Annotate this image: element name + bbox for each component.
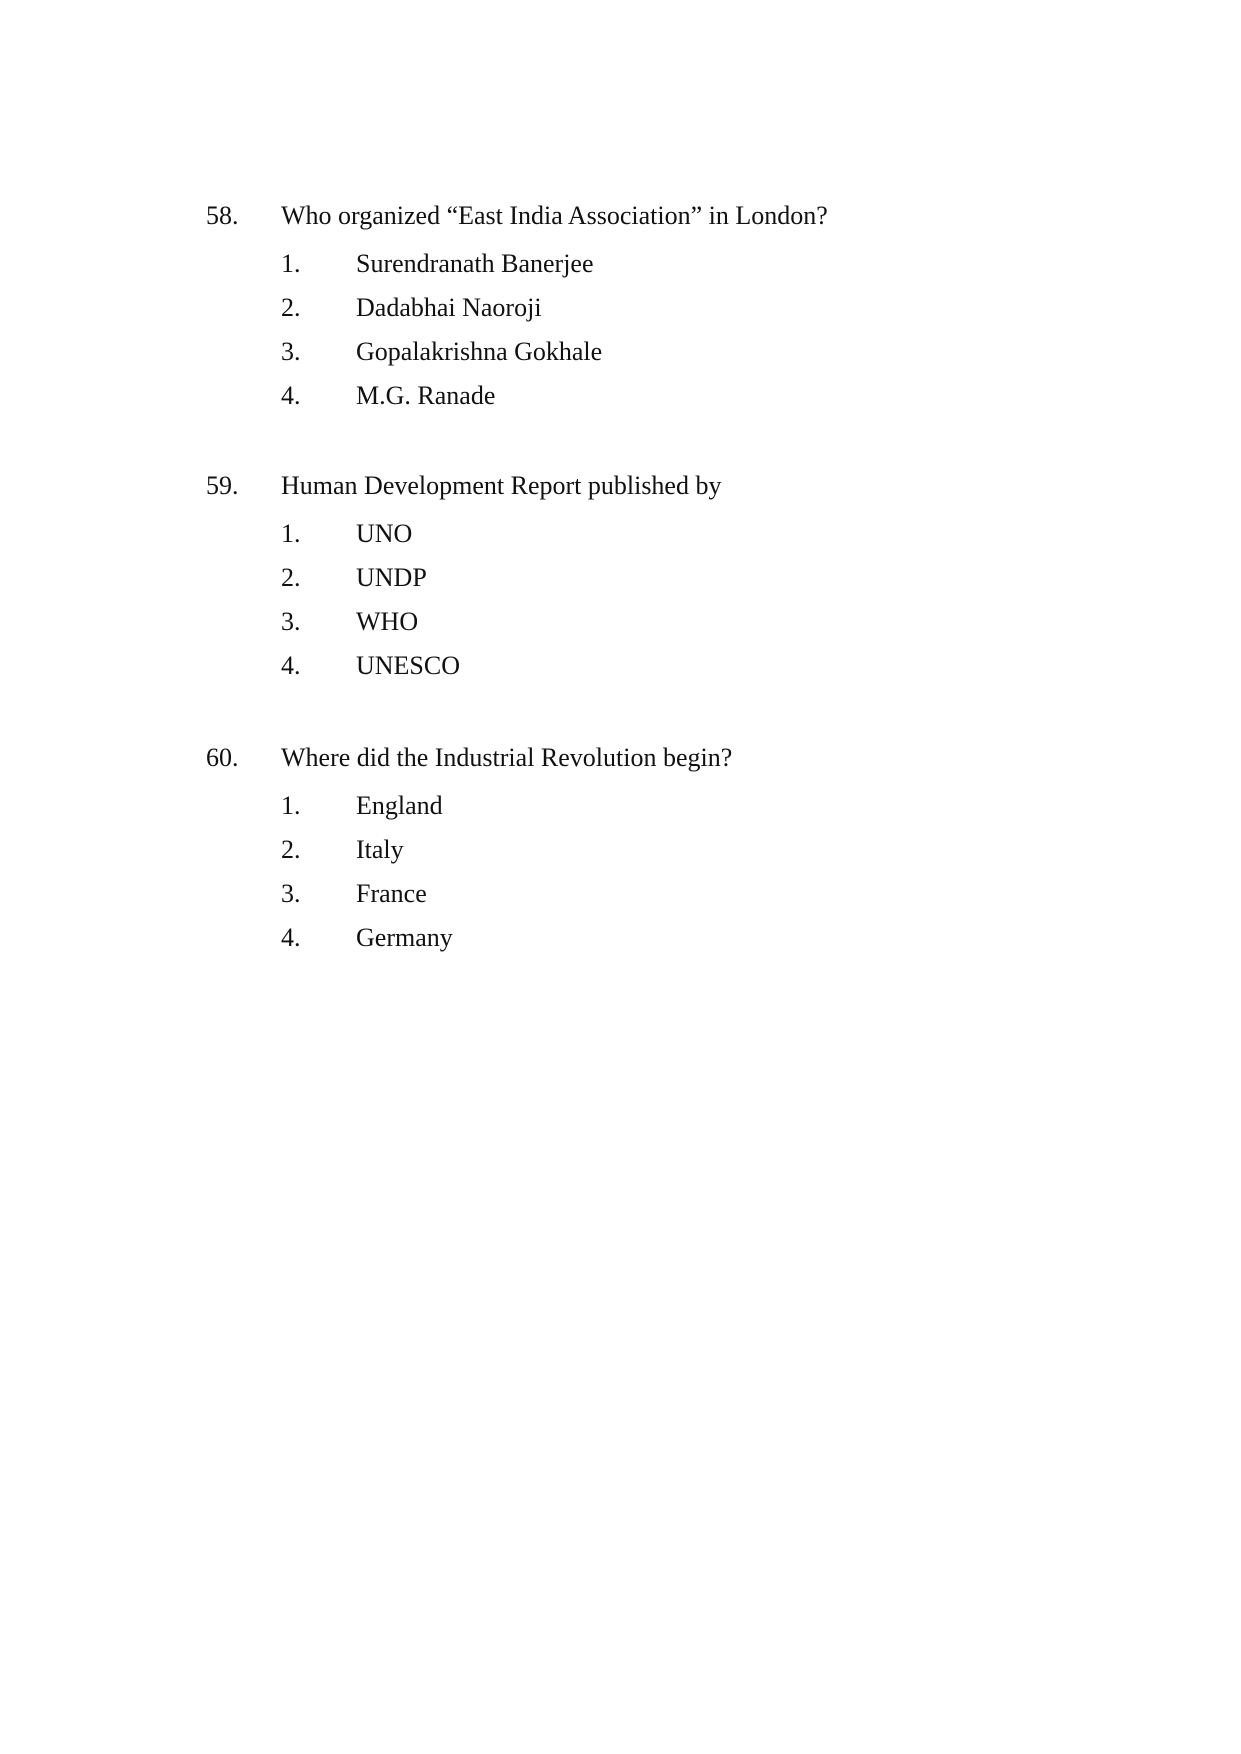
option-text: M.G. Ranade [356, 381, 496, 410]
question-number: 59. [206, 471, 239, 500]
option-text: UNDP [356, 563, 427, 592]
question-58 [206, 196, 1106, 420]
option-item [206, 288, 1106, 332]
question-stem [206, 196, 1106, 236]
option-number: 1. [281, 791, 301, 820]
option-text: UNO [356, 519, 413, 548]
option-item [206, 602, 1106, 646]
option-number: 1. [281, 519, 301, 548]
option-number: 3. [281, 607, 301, 636]
question-number: 58. [206, 201, 239, 230]
option-text: WHO [356, 607, 419, 636]
question-text: Who organized “East India Association” in London? [281, 201, 828, 230]
option-item [206, 918, 1106, 962]
option-text: Germany [356, 923, 453, 952]
option-number: 2. [281, 835, 301, 864]
option-text: Gopalakrishna Gokhale [356, 337, 603, 366]
option-text: England [356, 791, 443, 820]
option-item [206, 786, 1106, 830]
question-text: Where did the Industrial Revolution begin? [281, 743, 733, 772]
option-number: 2. [281, 293, 301, 322]
question-text: Human Development Report published by [281, 471, 722, 500]
question-59 [206, 466, 1106, 690]
option-text: UNESCO [356, 651, 461, 680]
option-item [206, 332, 1106, 376]
option-list [206, 514, 1106, 690]
option-number: 4. [281, 651, 301, 680]
option-item [206, 558, 1106, 602]
question-stem [206, 466, 1106, 506]
option-item [206, 376, 1106, 420]
question-60 [206, 738, 1106, 962]
option-number: 4. [281, 923, 301, 952]
option-text: France [356, 879, 427, 908]
option-text: Dadabhai Naoroji [356, 293, 542, 322]
option-item [206, 244, 1106, 288]
option-number: 3. [281, 337, 301, 366]
option-list [206, 786, 1106, 962]
option-item [206, 830, 1106, 874]
option-list [206, 244, 1106, 420]
option-number: 1. [281, 249, 301, 278]
option-text: Surendranath Banerjee [356, 249, 594, 278]
option-item [206, 874, 1106, 918]
option-number: 4. [281, 381, 301, 410]
option-number: 3. [281, 879, 301, 908]
question-number: 60. [206, 743, 239, 772]
option-text: Italy [356, 835, 404, 864]
question-stem [206, 738, 1106, 778]
option-item [206, 646, 1106, 690]
option-number: 2. [281, 563, 301, 592]
option-item [206, 514, 1106, 558]
